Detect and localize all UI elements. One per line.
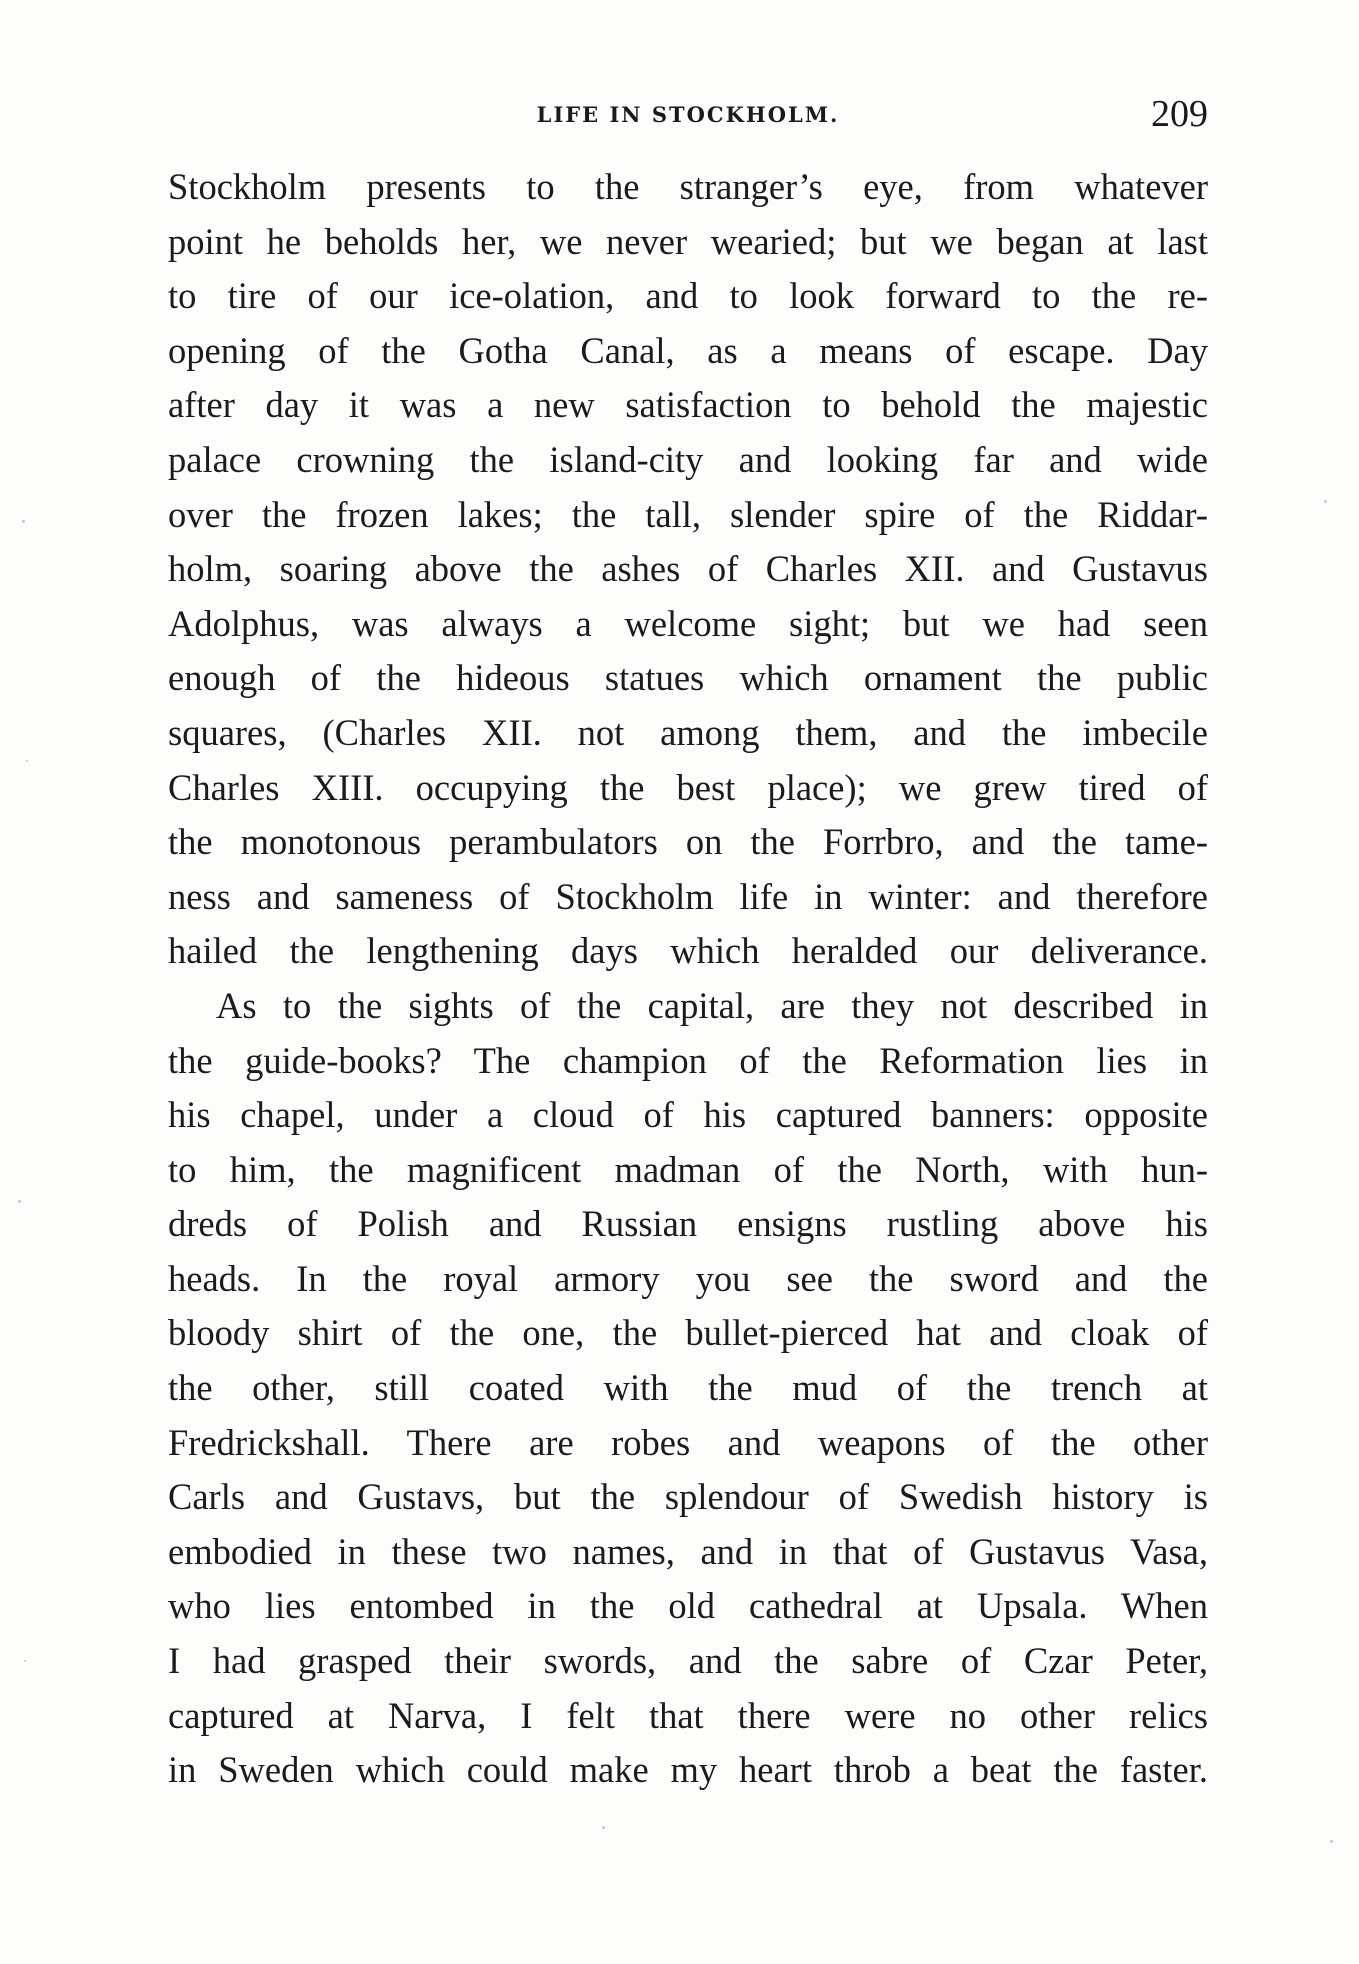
text-line: I had grasped their swords, and the sabre of Czar Peter, [168, 1640, 1208, 1682]
text-line: Stockholm presents to the stranger’s eye, from whatever [168, 166, 1208, 207]
text-line: his chapel, under a cloud of his captured banners: opposite [168, 1094, 1208, 1136]
text-line: the other, still coated with the mud of the trench at [168, 1367, 1208, 1409]
text-line: hailed the lengthening days which heralded our deliverance. [168, 930, 1208, 972]
text-line: enough of the hideous statues which ornament the public [168, 657, 1208, 699]
paper-speck [22, 520, 25, 523]
text-line: As to the sights of the capital, are they not described in [216, 984, 1208, 1026]
paper-speck [1330, 1840, 1333, 1843]
text-line: after day it was a new satisfaction to behold the majestic [168, 384, 1208, 426]
running-head [168, 93, 1208, 142]
paragraph-1 [168, 160, 1208, 979]
text-line: point he beholds her, we never wearied; but we began at last [168, 220, 1208, 262]
text-line: captured at Narva, I felt that there were no other relics [168, 1694, 1208, 1736]
running-title: LIFE IN STOCKHOLM. [536, 102, 840, 127]
paper-speck [1324, 500, 1327, 503]
text-line: palace crowning the island-city and looking far and wide [168, 438, 1208, 480]
text-line: ness and sameness of Stockholm life in winter: and therefore [168, 875, 1208, 917]
text-line: to him, the magnificent madman of the North, with hun- [168, 1148, 1208, 1190]
text-line: to tire of our ice-olation, and to look forward to the re- [168, 275, 1208, 317]
text-line: dreds of Polish and Russian ensigns rustling above his [168, 1203, 1208, 1245]
text-line: Carls and Gustavs, but the splendour of Swedish history is [168, 1476, 1208, 1518]
text-line: the guide-books? The champion of the Reformation lies in [168, 1039, 1208, 1081]
text-line: Fredrickshall. There are robes and weapons of the other [168, 1421, 1208, 1463]
paper-speck [24, 1660, 26, 1662]
paper-speck [602, 1826, 605, 1829]
text-line: Adolphus, was always a welcome sight; but we had seen [168, 602, 1208, 644]
text-line: heads. In the royal armory you see the sword and the [168, 1257, 1208, 1299]
text-line: opening of the Gotha Canal, as a means of escape. Day [168, 329, 1208, 371]
paragraph-2 [168, 979, 1208, 1798]
text-line: bloody shirt of the one, the bullet-pierced hat and cloak of [168, 1312, 1208, 1354]
text-line: the monotonous perambulators on the Forrbro, and the tame- [168, 821, 1208, 863]
page-number: 209 [1151, 93, 1208, 135]
text-line: squares, (Charles XII. not among them, and the imbecile [168, 711, 1208, 753]
text-line: who lies entombed in the old cathedral at Upsala. When [168, 1585, 1208, 1627]
text-line: holm, soaring above the ashes of Charles XII. and Gustavus [168, 548, 1208, 590]
body-text [168, 160, 1208, 1798]
text-line: in Sweden which could make my heart throb a beat the faster. [168, 1749, 1208, 1791]
paper-speck [18, 1200, 21, 1203]
text-line: over the frozen lakes; the tall, slender spire of the Riddar- [168, 493, 1208, 535]
text-line: Charles XIII. occupying the best place); we grew tired of [168, 766, 1208, 808]
paper-speck [26, 760, 28, 762]
text-line: embodied in these two names, and in that of Gustavus Vasa, [168, 1530, 1208, 1572]
